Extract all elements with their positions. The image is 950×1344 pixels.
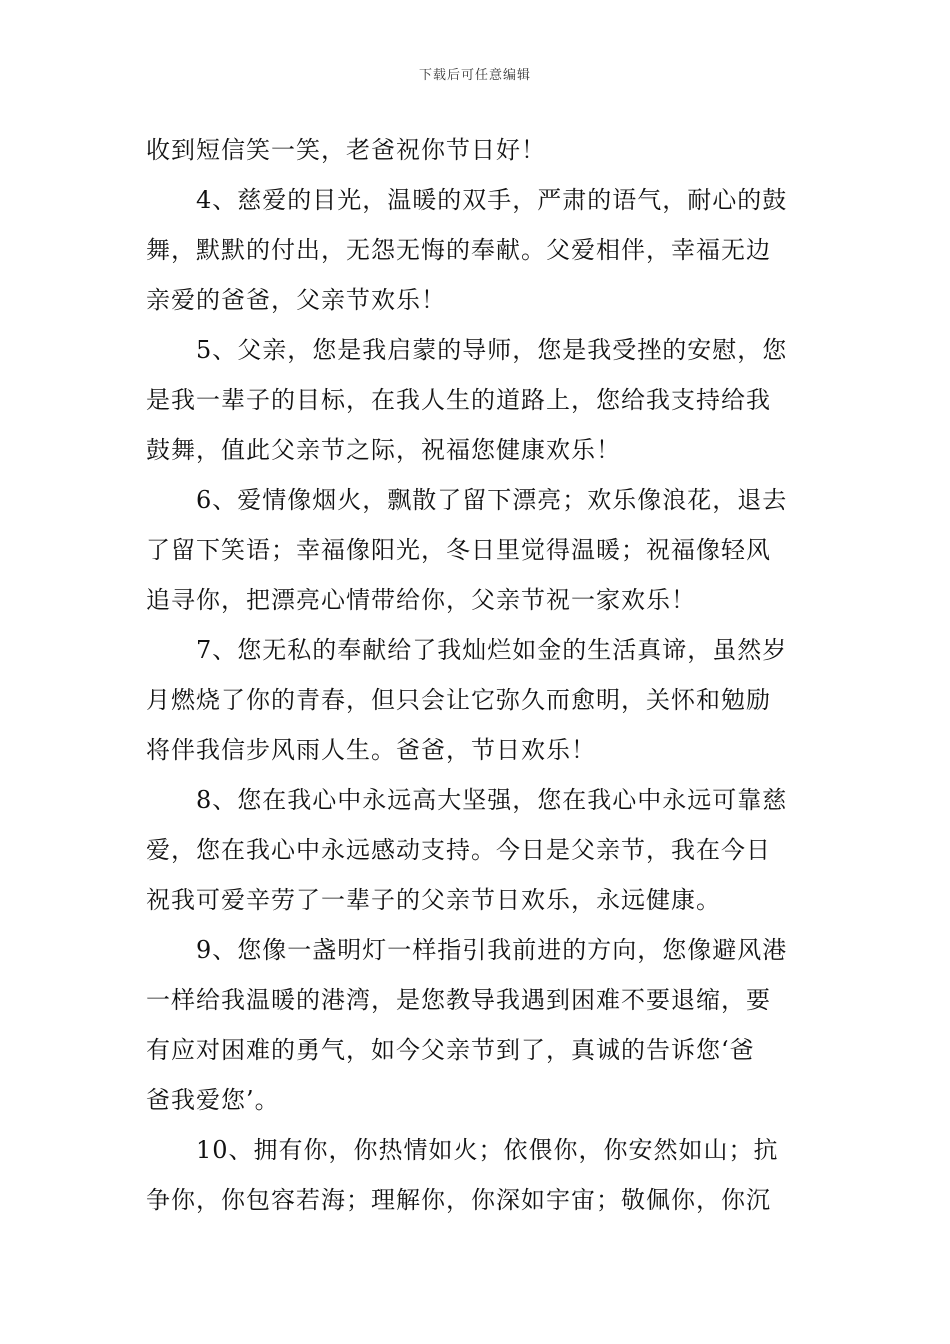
page-header: 下载后可任意编辑 [418, 68, 531, 83]
text-line: 月燃烧了你的青春，但只会让它弥久而愈明，关怀和勉励 [146, 686, 771, 714]
text-line: 是我一辈子的目标，在我人生的道路上，您给我支持给我 [146, 386, 771, 414]
text-line: 6、爱情像烟火，飘散了留下漂亮；欢乐像浪花，退去 [196, 486, 788, 514]
text-line: 一样给我温暖的港湾，是您教导我遇到困难不要退缩，要 [146, 986, 771, 1014]
text-line: 7、您无私的奉献给了我灿烂如金的生活真谛，虽然岁 [196, 636, 788, 664]
text-line: 祝我可爱辛劳了一辈子的父亲节日欢乐，永远健康。 [146, 886, 721, 914]
text-line: 9、您像一盏明灯一样指引我前进的方向，您像避风港 [196, 936, 788, 964]
text-line: 收到短信笑一笑，老爸祝你节日好！ [146, 136, 546, 164]
text-line: 追寻你，把漂亮心情带给你，父亲节祝一家欢乐！ [146, 586, 696, 614]
text-line: 5、父亲，您是我启蒙的导师，您是我受挫的安慰，您 [196, 336, 788, 364]
text-line: 8、您在我心中永远高大坚强，您在我心中永远可靠慈 [196, 786, 788, 814]
text-line: 争你，你包容若海；理解你，你深如宇宙；敬佩你，你沉 [146, 1186, 771, 1214]
text-line: 4、慈爱的目光，温暖的双手，严肃的语气，耐心的鼓 [196, 186, 788, 214]
text-line: 鼓舞，值此父亲节之际，祝福您健康欢乐！ [146, 436, 621, 464]
text-line: 将伴我信步风雨人生。爸爸，节日欢乐！ [146, 736, 596, 764]
text-line: 亲爱的爸爸，父亲节欢乐！ [146, 286, 446, 314]
text-line: 爱，您在我心中永远感动支持。今日是父亲节，我在今日 [146, 836, 771, 864]
text-line: 了留下笑语；幸福像阳光，冬日里觉得温暖；祝福像轻风 [146, 536, 771, 564]
text-line: 舞，默默的付出，无怨无悔的奉献。父爱相伴，幸福无边 [146, 236, 771, 264]
text-line: 10、拥有你，你热情如火；依偎你，你安然如山；抗 [196, 1136, 779, 1164]
text-line: 有应对困难的勇气，如今父亲节到了，真诚的告诉您‘爸 [146, 1036, 755, 1064]
text-line: 爸我爱您’。 [146, 1086, 280, 1114]
